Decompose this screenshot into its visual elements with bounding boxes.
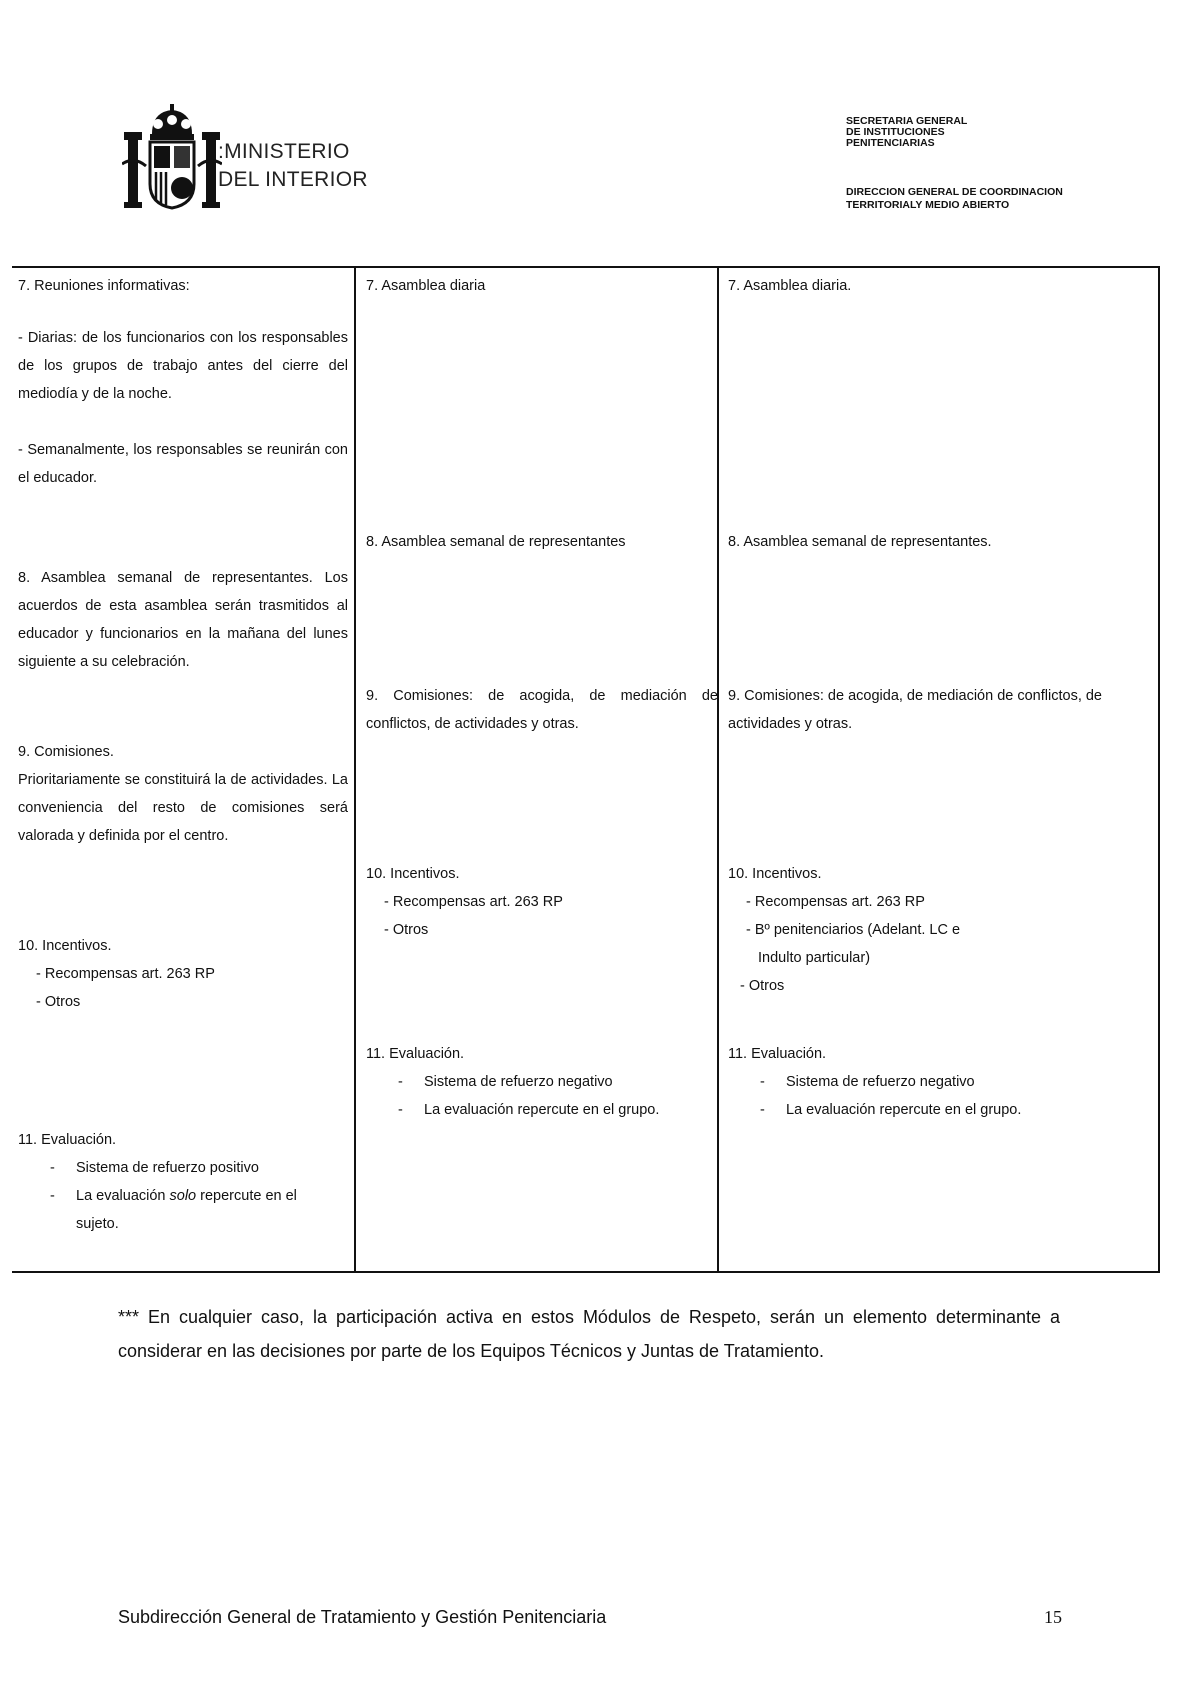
list-item: - Recompensas art. 263 RP [746, 894, 925, 910]
cell-text: - Diarias: de los funcionarios con los responsables de los grupos de trabajo antes del cierre del mediodía y de la noche. [18, 330, 348, 402]
list-item-text: Sistema de refuerzo positivo [76, 1160, 259, 1176]
text-segment: repercute en el [196, 1188, 297, 1204]
dash-bullet: - [50, 1188, 55, 1204]
cell-evaluacion [18, 1126, 348, 1238]
direccion-line: DIRECCION GENERAL DE COORDINACION [846, 186, 1063, 198]
list-item-text [76, 1182, 348, 1210]
list-item: - Bº penitenciarios (Adelant. LC e [746, 922, 961, 938]
ministry-name [218, 138, 368, 194]
column-divider [354, 268, 356, 1271]
list-item-text: Sistema de refuerzo negativo [424, 1074, 613, 1090]
closing-note: *** En cualquier caso, la participación activa en estos Módulos de Respeto, serán un elemento determinante a considerar en las decisiones por parte de los Equipos Técnicos y Juntas de Tratamiento. [118, 1307, 1060, 1361]
list-item-continuation: Indulto particular) [758, 950, 871, 966]
direccion-general-label [846, 186, 1063, 212]
cell-text: Prioritariamente se constituirá la de actividades. La conveniencia del resto de comisiones será valorada y definida por el centro. [18, 772, 348, 844]
cell-asamblea-semanal: 8. Asamblea semanal de representantes. Los acuerdos de esta asamblea serán trasmitidos al educador y funcionarios en la mañana del lunes siguiente a su celebración. [18, 570, 348, 670]
cell-evaluacion [366, 1040, 718, 1124]
dash-bullet: - [398, 1074, 403, 1090]
dash-bullet: - [398, 1102, 403, 1118]
row-title: 10. Incentivos. [728, 866, 822, 882]
cell-asamblea-semanal: 8. Asamblea semanal de representantes [366, 534, 626, 550]
list-item [728, 1096, 1154, 1124]
table-column-1 [18, 268, 348, 1271]
cell-reuniones [18, 272, 348, 492]
table-column-2 [366, 268, 718, 1271]
list-item: - Recompensas art. 263 RP [36, 966, 215, 982]
secretaria-line: DE INSTITUCIONES [846, 126, 945, 138]
comparison-table [12, 266, 1160, 1273]
cell-incentivos [728, 860, 1154, 1000]
cell-comisiones: 9. Comisiones: de acogida, de mediación de conflictos, de actividades y otras. [728, 688, 1102, 732]
cell-asamblea-diaria: 7. Asamblea diaria [366, 278, 486, 294]
table-right-border [1158, 268, 1160, 1271]
dash-bullet: - [50, 1160, 55, 1176]
list-item [366, 1096, 718, 1124]
page-number: 15 [1044, 1607, 1062, 1627]
row-title: 9. Comisiones. [18, 744, 114, 760]
coat-of-arms-icon [122, 104, 222, 212]
dash-bullet: - [760, 1074, 765, 1090]
ministry-line-2: DEL INTERIOR [218, 168, 368, 191]
list-item: - Otros [36, 994, 81, 1010]
list-item [18, 1154, 348, 1182]
list-item-continuation: sujeto. [76, 1216, 119, 1232]
footer-text: Subdirección General de Tratamiento y Gestión Penitenciaria [118, 1607, 607, 1627]
row-title: 10. Incentivos. [18, 938, 112, 954]
list-item-text: La evaluación repercute en el grupo. [424, 1102, 660, 1118]
list-item [728, 1068, 1154, 1096]
list-item: - Otros [740, 978, 785, 994]
text-segment: La evaluación [76, 1188, 170, 1204]
cell-incentivos [18, 932, 348, 1016]
list-item-text: La evaluación repercute en el grupo. [786, 1102, 1022, 1118]
secretaria-general-label [846, 116, 967, 149]
row-title: 11. Evaluación. [18, 1132, 117, 1148]
list-item: - Otros [384, 922, 429, 938]
row-title: 11. Evaluación. [728, 1046, 827, 1062]
cell-evaluacion [728, 1040, 1154, 1124]
list-item-text: Sistema de refuerzo negativo [786, 1074, 975, 1090]
cell-text: - Semanalmente, los responsables se reunirán con el educador. [18, 442, 348, 486]
cell-comisiones: 9. Comisiones: de acogida, de mediación de conflictos, de actividades y otras. [366, 688, 718, 732]
cell-incentivos [366, 860, 718, 944]
secretaria-line: PENITENCIARIAS [846, 137, 935, 149]
secretaria-line: SECRETARIA GENERAL [846, 115, 968, 127]
cell-comisiones [18, 738, 348, 850]
list-item [366, 1068, 718, 1096]
row-title: 7. Reuniones informativas: [18, 278, 190, 294]
emphasis-text: solo [169, 1188, 197, 1204]
cell-asamblea-semanal: 8. Asamblea semanal de representantes. [728, 534, 992, 550]
direccion-line: TERRITORIALY MEDIO ABIERTO [846, 199, 1010, 211]
list-item [18, 1182, 348, 1210]
list-item: - Recompensas art. 263 RP [384, 894, 563, 910]
row-title: 10. Incentivos. [366, 866, 460, 882]
row-title: 11. Evaluación. [366, 1046, 465, 1062]
ministry-line-1: :MINISTERIO [218, 140, 350, 163]
table-column-3 [728, 268, 1154, 1271]
dash-bullet: - [760, 1102, 765, 1118]
cell-asamblea-diaria: 7. Asamblea diaria. [728, 278, 852, 294]
